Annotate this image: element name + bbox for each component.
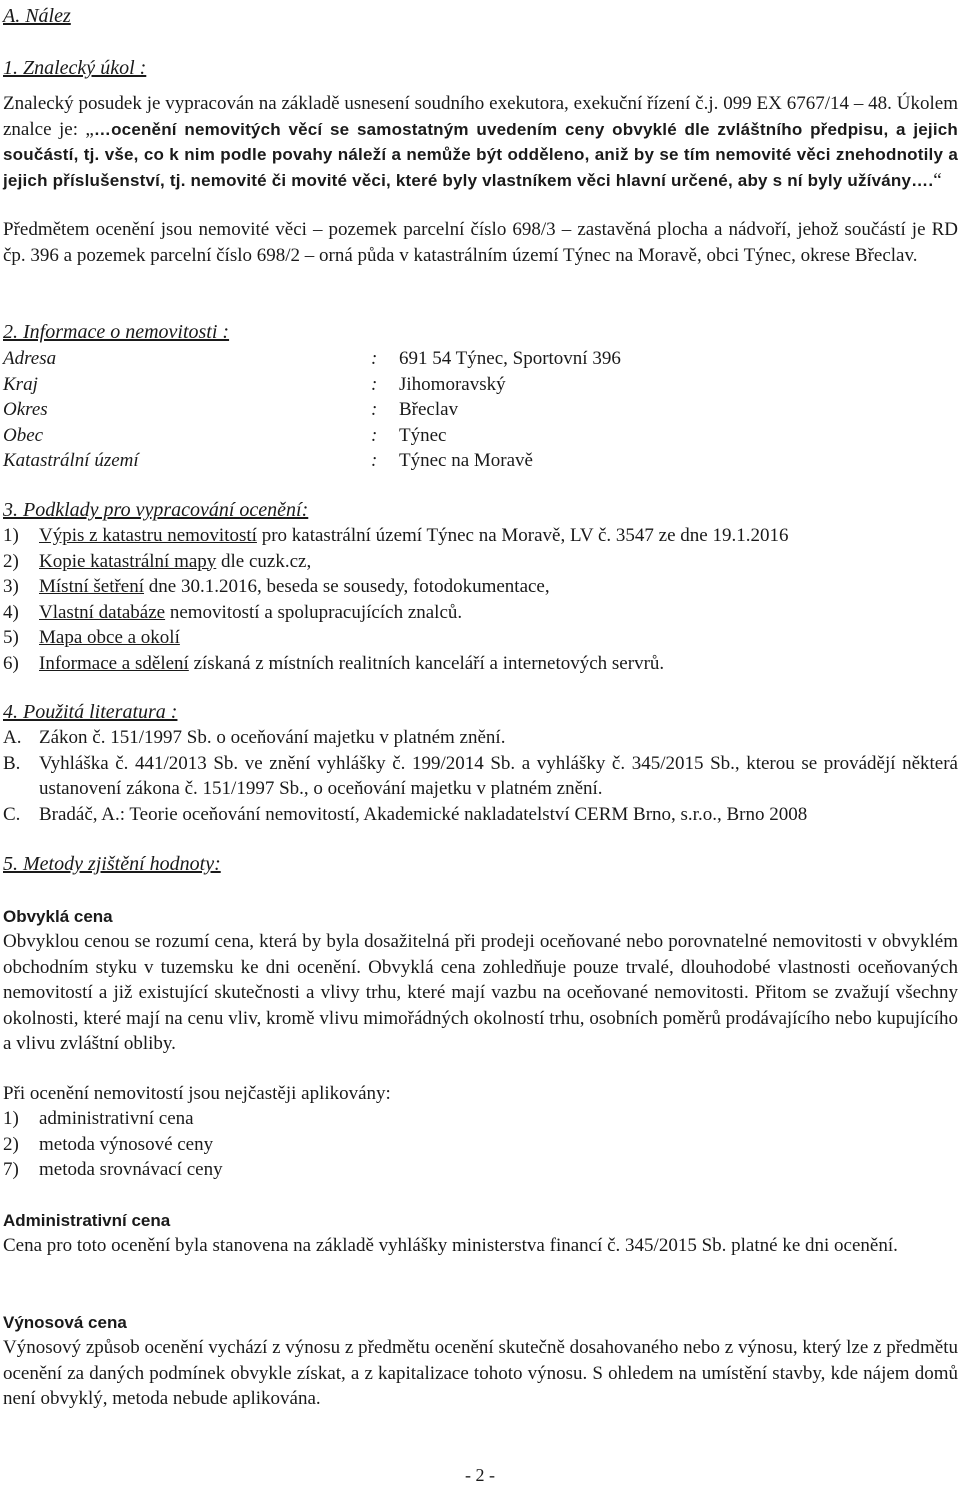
list-item: A. Zákon č. 151/1997 Sb. o oceňování majetku v platném znění. — [3, 727, 506, 748]
section-1-paragraph-1: Znalecký posudek je vypracován na základě usnesení soudního exekutora, exekuční řízení č.j. 099 EX 6767/14 – 48. Úkolem znalce je: „…ocenění nemovitých věcí se samostatným uvedením ceny obvyklé dle zvláštního předpisu, a jejich součástí, tj. vše, co k nim podle povahy náleží a nemůže být odděleno, aniž by se tím nemovité věci znehodnotily a jejich příslušenství, tj. nemovité či movité věci, které byly vlastníkem věci hlavní určené, aby s ní byly užívány….“ — [3, 93, 958, 191]
section-3-title: 3. Podklady pro vypracování ocenění: — [3, 499, 309, 521]
info-row-region: Kraj : Jihomoravský — [3, 373, 506, 395]
heading-a: A. Nález — [3, 5, 71, 27]
sources-list — [3, 523, 958, 676]
list-item: 1) Výpis z katastru nemovitostí pro katastrální území Týnec na Moravě, LV č. 3547 ze dne 19.1.2016 — [3, 525, 789, 546]
usual-price-text: Obvyklou cenou se rozumí cena, která by byla dosažitelná při prodeji oceňované nebo porovnatelné nemovitosti v obvyklém obchodním styku v tuzemsku ke dni ocenění. Obvyklá cena zohledňuje pouze trvalé, dlouhodobé vlastnosti oceňovaných nemovitostí a již existující skutečnosti a vlivy trhu, které mají vazbu na oceňované nemovitosti. Přitom se zvažují všechny okolnosti, které mají na cenu vliv, kromě vlivu mimořádných okolností trhu, osobních poměrů prodávajícího nebo kupujícího a vlivu zvláštní obliby. — [3, 931, 958, 1054]
income-price-heading: Výnosová cena — [3, 1313, 127, 1332]
list-item: 5) Mapa obce a okolí — [3, 627, 180, 648]
page-number: - 2 - — [465, 1465, 495, 1485]
section-2-title: 2. Informace o nemovitosti : — [3, 321, 230, 343]
methods-list — [3, 1106, 958, 1183]
info-row-cadastral-area: Katastrální území : Týnec na Moravě — [3, 450, 533, 471]
list-item: B. Vyhláška č. 441/2013 Sb. ve znění vyhlášky č. 199/2014 Sb. a vyhlášky č. 345/2015 Sb., kterou se provádějí některá ustanovení zákona č. 151/1997 Sb., o oceňování majetku v platném znění. — [3, 752, 958, 799]
list-item: 7) metoda srovnávací ceny — [3, 1159, 223, 1180]
info-row-district: Okres : Břeclav — [3, 399, 459, 420]
list-item: C. Bradáč, A.: Teorie oceňování nemovitostí, Akademické nakladatelství CERM Brno, s.r.o., Brno 2008 — [3, 803, 808, 825]
list-item: 2) metoda výnosové ceny — [3, 1133, 214, 1155]
literature-list — [3, 725, 958, 827]
usual-price-heading: Obvyklá cena — [3, 907, 113, 926]
section-1-paragraph-2: Předmětem ocenění jsou nemovité věci – pozemek parcelní číslo 698/3 – zastavěná plocha a nádvoří, jehož součástí je RD čp. 396 a pozemek parcelní číslo 698/2 – orná půda v katastrálním území Týnec na Moravě, obci Týnec, okrese Břeclav. — [3, 219, 958, 266]
section-1-title: 1. Znalecký úkol : — [3, 57, 147, 79]
income-price-text: Výnosový způsob ocenění vychází z výnosu z předmětu ocenění skutečně dosahovaného nebo z výnosu, který lze z předmětu ocenění za daných podmínek obvykle získat, a z kapitalizace tohoto výnosu. S ohledem na umístění stavby, kde nájem domů není obvyklý, metoda nebude aplikována. — [3, 1337, 958, 1409]
methods-intro: Při ocenění nemovitostí jsou nejčastěji aplikovány: — [3, 1083, 391, 1104]
info-row-address: Adresa : 691 54 Týnec, Sportovní 396 — [3, 348, 621, 369]
list-item: 4) Vlastní databáze nemovitostí a spolupracujících znalců. — [3, 601, 463, 623]
info-row-municipality: Obec : Týnec — [3, 424, 447, 446]
property-info-table — [3, 346, 958, 474]
administrative-price-text: Cena pro toto ocenění byla stanovena na základě vyhlášky ministerstva financí č. 345/2015 Sb. platné ke dni ocenění. — [3, 1235, 898, 1256]
list-item: 2) Kopie katastrální mapy dle cuzk.cz, — [3, 550, 312, 572]
list-item: 6) Informace a sdělení získaná z místních realitních kanceláří a internetových servrů. — [3, 652, 665, 674]
list-item: 1) administrativní cena — [3, 1108, 194, 1129]
section-5-title: 5. Metody zjištění hodnoty: — [3, 853, 221, 875]
section-4-title: 4. Použitá literatura : — [3, 701, 178, 723]
list-item: 3) Místní šetření dne 30.1.2016, beseda se sousedy, fotodokumentace, — [3, 576, 550, 597]
administrative-price-heading: Administrativní cena — [3, 1211, 171, 1230]
